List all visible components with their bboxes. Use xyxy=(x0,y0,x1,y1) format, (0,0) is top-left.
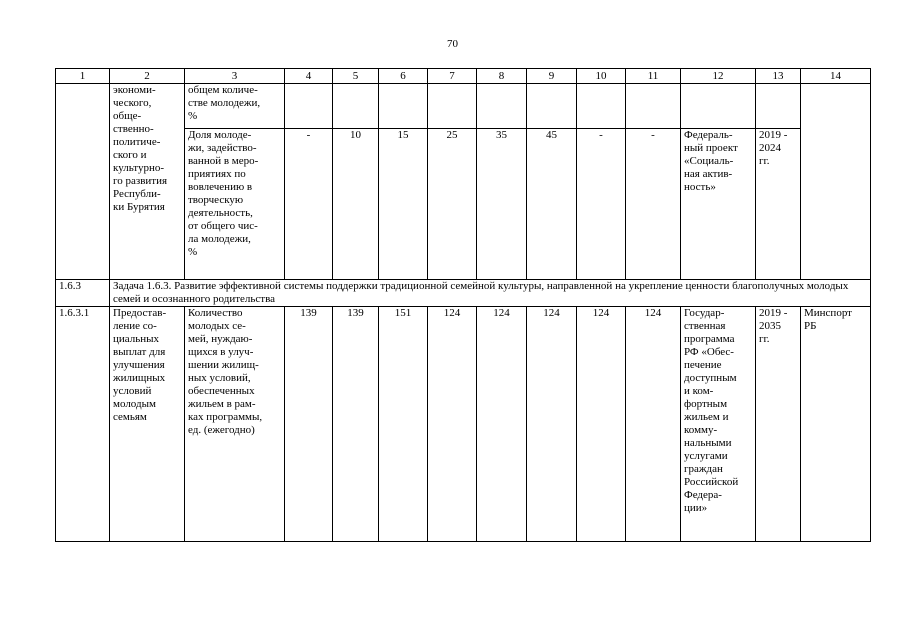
value-cell: 139 xyxy=(333,307,379,542)
task-text: Задача 1.6.3. Развитие эффективной системы поддержки традиционной семейной культуры, направленной на укрепление ценности благополучных молодых семей и осознанного родительства xyxy=(110,280,871,307)
value-cell: 124 xyxy=(626,307,681,542)
column-number-row xyxy=(56,69,871,84)
value-cell xyxy=(626,84,681,129)
table-row xyxy=(56,84,871,129)
value-cell: 10 xyxy=(333,129,379,280)
source-cell xyxy=(681,84,756,129)
value-cell: 35 xyxy=(477,129,527,280)
period-cell: 2019 - 2035 гг. xyxy=(756,307,801,542)
period-cell xyxy=(756,84,801,129)
value-cell: 124 xyxy=(477,307,527,542)
col-number: 5 xyxy=(333,69,379,84)
value-cell xyxy=(428,84,477,129)
value-cell: 45 xyxy=(527,129,577,280)
col-number: 12 xyxy=(681,69,756,84)
col-number: 7 xyxy=(428,69,477,84)
col-number: 14 xyxy=(801,69,871,84)
item-number: 1.6.3.1 xyxy=(56,307,110,542)
value-cell: - xyxy=(285,129,333,280)
source-cell: Федераль- ный проект «Социаль- ная актив- ность» xyxy=(681,129,756,280)
value-cell: 25 xyxy=(428,129,477,280)
col-number: 3 xyxy=(185,69,285,84)
value-cell xyxy=(285,84,333,129)
value-cell: 124 xyxy=(577,307,626,542)
task-row xyxy=(56,280,871,307)
executor-cell xyxy=(801,84,871,280)
col-number: 1 xyxy=(56,69,110,84)
program-table xyxy=(55,68,871,542)
col-number: 4 xyxy=(285,69,333,84)
value-cell: 15 xyxy=(379,129,428,280)
col-number: 2 xyxy=(110,69,185,84)
page-number: 70 xyxy=(447,38,458,50)
value-cell: 124 xyxy=(527,307,577,542)
value-cell xyxy=(333,84,379,129)
value-cell: 139 xyxy=(285,307,333,542)
value-cell xyxy=(379,84,428,129)
period-cell: 2019 - 2024 гг. xyxy=(756,129,801,280)
value-cell xyxy=(577,84,626,129)
col-number: 13 xyxy=(756,69,801,84)
value-cell xyxy=(477,84,527,129)
value-cell: - xyxy=(577,129,626,280)
empty-cell xyxy=(56,84,110,280)
source-cell: Государ- ственная программа РФ «Обес- печение доступным и ком- фортным жильем и комму- нальными услугами граждан Российской Федера- ции» xyxy=(681,307,756,542)
indicator-cell: общем количе- стве молодежи, % xyxy=(185,84,285,129)
indicator-cell: Количество молодых се- мей, нуждаю- щихся в улуч- шении жилищ- ных условий, обеспеченных жильем в рам- ках программы, ед. (ежегодно) xyxy=(185,307,285,542)
executor-cell: Минспорт РБ xyxy=(801,307,871,542)
task-number: 1.6.3 xyxy=(56,280,110,307)
col-number: 6 xyxy=(379,69,428,84)
goal-cell: экономи- ческого, обще- ственно- политиче- ского и культурно- го развития Республи- ки Бурятия xyxy=(110,84,185,280)
table-row xyxy=(56,307,871,542)
col-number: 10 xyxy=(577,69,626,84)
measure-cell: Предостав- ление со- циальных выплат для улучшения жилищных условий молодым семьям xyxy=(110,307,185,542)
value-cell xyxy=(527,84,577,129)
value-cell: - xyxy=(626,129,681,280)
col-number: 11 xyxy=(626,69,681,84)
col-number: 8 xyxy=(477,69,527,84)
col-number: 9 xyxy=(527,69,577,84)
value-cell: 124 xyxy=(428,307,477,542)
value-cell: 151 xyxy=(379,307,428,542)
indicator-cell: Доля молоде- жи, задейство- ванной в меро- приятиях по вовлечению в творческую деятельность, от общего чис- ла молодежи, % xyxy=(185,129,285,280)
